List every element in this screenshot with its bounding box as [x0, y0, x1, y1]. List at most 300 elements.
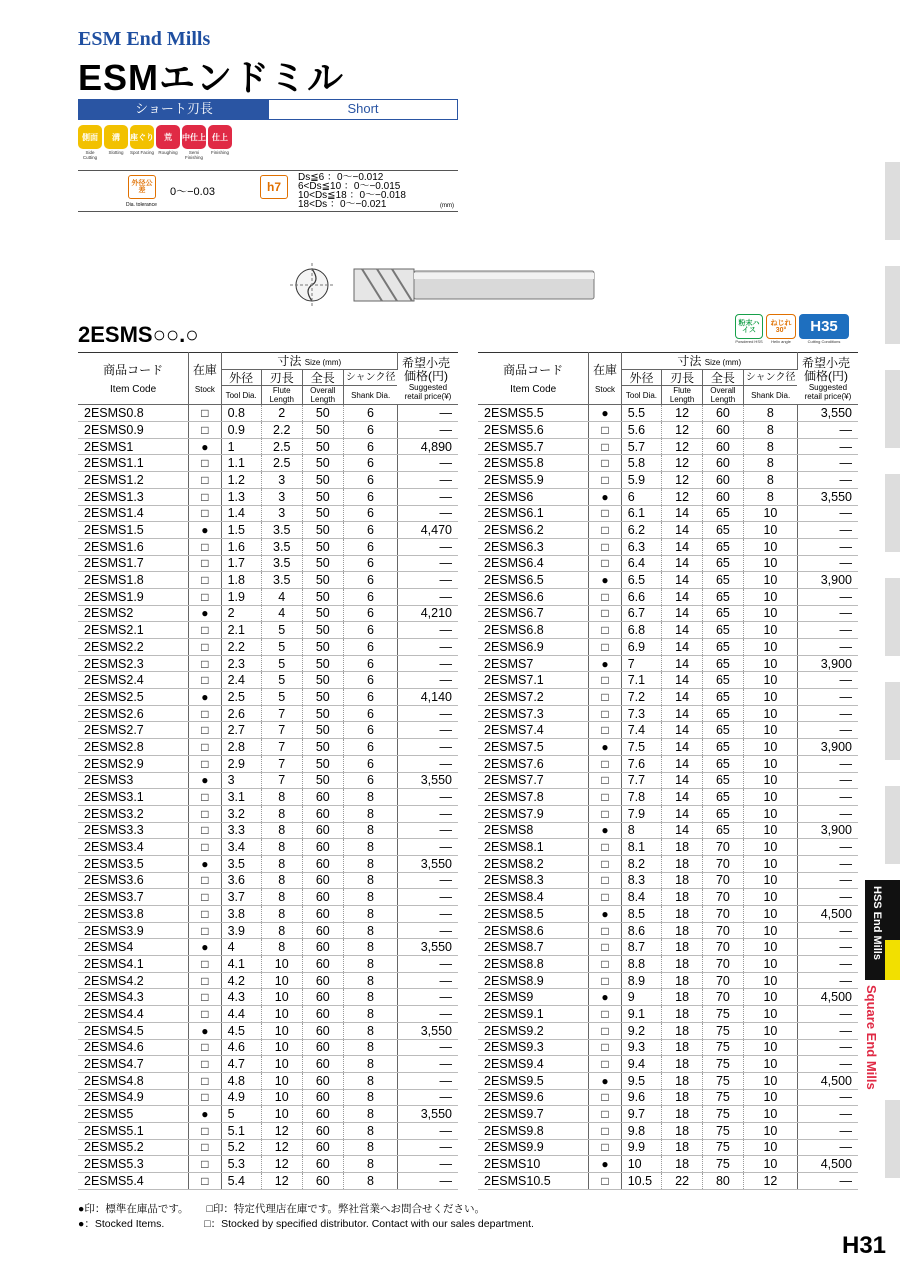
- overall-length: 50: [302, 639, 343, 656]
- tool-dia: 5.2: [221, 1139, 261, 1156]
- table-row: [78, 405, 458, 422]
- tool-dia: 4.7: [221, 1056, 261, 1073]
- tool-dia: 8.9: [621, 972, 662, 989]
- side-index-tab[interactable]: [885, 578, 900, 656]
- tool-dia: 10.5: [621, 1173, 662, 1190]
- item-code: 2ESMS2.2: [78, 639, 189, 656]
- cutting-conditions-icon[interactable]: H35: [799, 314, 849, 339]
- table-row: [78, 839, 458, 856]
- overall-length: 60: [702, 422, 743, 439]
- stock-mark: □: [189, 805, 221, 822]
- page-title-jp: ESMエンドミル: [78, 57, 345, 98]
- item-code: 2ESMS3.4: [78, 839, 189, 856]
- header-flute-length: 刃長: [261, 369, 302, 386]
- tool-dia: 6.5: [621, 572, 662, 589]
- flute-length: 10: [261, 972, 302, 989]
- tool-dia: 3.7: [221, 889, 261, 906]
- overall-length: 60: [302, 789, 343, 806]
- stock-mark: □: [589, 889, 621, 906]
- footnote-stocked-en: ●：Stocked Items.: [78, 1218, 165, 1230]
- table-row: [78, 1122, 458, 1139]
- overall-length: 60: [302, 839, 343, 856]
- shank-dia: 10: [743, 956, 797, 973]
- item-code: 2ESMS1: [78, 438, 189, 455]
- overall-length: 60: [302, 1006, 343, 1023]
- overall-length: 65: [702, 538, 743, 555]
- side-index-tab[interactable]: [885, 162, 900, 240]
- tool-dia: 5.7: [621, 438, 662, 455]
- shank-dia: 10: [743, 555, 797, 572]
- tool-dia: 0.9: [221, 422, 261, 439]
- tool-dia: 1.4: [221, 505, 261, 522]
- flute-length: 14: [662, 605, 703, 622]
- flute-length: 4: [261, 588, 302, 605]
- price: —: [797, 956, 858, 973]
- overall-length: 60: [302, 1122, 343, 1139]
- shank-dia: 10: [743, 722, 797, 739]
- overall-length: 65: [702, 772, 743, 789]
- stock-mark: ●: [589, 572, 621, 589]
- tool-dia: 4.1: [221, 956, 261, 973]
- overall-length: 65: [702, 639, 743, 656]
- item-code: 2ESMS7.7: [478, 772, 589, 789]
- item-code: 2ESMS9.6: [478, 1089, 589, 1106]
- shank-dia: 10: [743, 755, 797, 772]
- table-row: [478, 739, 858, 756]
- shank-dia: 6: [343, 722, 397, 739]
- tool-dia: 7: [621, 655, 662, 672]
- item-code: 2ESMS4.1: [78, 956, 189, 973]
- flute-length: 8: [261, 839, 302, 856]
- item-code: 2ESMS6.9: [478, 639, 589, 656]
- table-row: [478, 639, 858, 656]
- item-code: 2ESMS7.3: [478, 705, 589, 722]
- item-code: 2ESMS9.7: [478, 1106, 589, 1123]
- shank-dia: 8: [343, 855, 397, 872]
- overall-length: 65: [702, 588, 743, 605]
- stock-mark: □: [589, 972, 621, 989]
- tool-dia: 2.3: [221, 655, 261, 672]
- overall-length: 50: [302, 555, 343, 572]
- item-code: 2ESMS2.5: [78, 689, 189, 706]
- overall-length: 65: [702, 655, 743, 672]
- item-code: 2ESMS7.6: [478, 755, 589, 772]
- tool-dia: 5.9: [621, 472, 662, 489]
- overall-length: 65: [702, 522, 743, 539]
- shank-dia: 8: [343, 956, 397, 973]
- item-code: 2ESMS1.4: [78, 505, 189, 522]
- table-row: [478, 605, 858, 622]
- price: —: [397, 889, 458, 906]
- item-code: 2ESMS6.8: [478, 622, 589, 639]
- tool-dia: 2.4: [221, 672, 261, 689]
- header-stock: 在庫 Stock: [589, 353, 621, 405]
- shank-dia: 10: [743, 639, 797, 656]
- table-row: [78, 555, 458, 572]
- tool-dia: 0.8: [221, 405, 261, 422]
- price: —: [797, 972, 858, 989]
- flute-length: 4: [261, 605, 302, 622]
- shank-dia: 6: [343, 555, 397, 572]
- table-row: [78, 705, 458, 722]
- side-index-tab[interactable]: [885, 474, 900, 552]
- item-code: 2ESMS8.8: [478, 956, 589, 973]
- table-row: [78, 789, 458, 806]
- flute-length: 14: [662, 805, 703, 822]
- side-index-tab[interactable]: [885, 370, 900, 448]
- stock-mark: □: [589, 555, 621, 572]
- stock-mark: ●: [589, 1156, 621, 1173]
- overall-length: 50: [302, 722, 343, 739]
- flute-length: 2: [261, 405, 302, 422]
- dia-tolerance-label: Dia. tolerance: [126, 202, 157, 208]
- header-size: 寸法 Size (mm): [221, 353, 397, 370]
- shank-dia: 6: [343, 588, 397, 605]
- page-title-en: ESM End Mills: [78, 28, 211, 50]
- shank-dia: 10: [743, 839, 797, 856]
- flute-length: 14: [662, 555, 703, 572]
- price: —: [797, 622, 858, 639]
- price: —: [797, 922, 858, 939]
- stock-mark: □: [189, 789, 221, 806]
- flute-length: 14: [662, 505, 703, 522]
- shank-dia: 10: [743, 1039, 797, 1056]
- side-index-tab[interactable]: [885, 682, 900, 760]
- stock-mark: □: [589, 872, 621, 889]
- overall-length: 50: [302, 672, 343, 689]
- overall-length: 75: [702, 1106, 743, 1123]
- flute-length: 18: [662, 939, 703, 956]
- table-header: [478, 353, 858, 405]
- overall-length: 75: [702, 1122, 743, 1139]
- category-tab[interactable]: [865, 880, 900, 980]
- flute-length: 8: [261, 889, 302, 906]
- price: —: [397, 822, 458, 839]
- item-code: 2ESMS4.5: [78, 1022, 189, 1039]
- shank-dia: 6: [343, 739, 397, 756]
- table-row: [478, 722, 858, 739]
- end-view-icon: [290, 263, 334, 307]
- table-row: [78, 1006, 458, 1023]
- item-code: 2ESMS2.3: [78, 655, 189, 672]
- tool-dia: 8.4: [621, 889, 662, 906]
- price: 3,550: [797, 405, 858, 422]
- overall-length: 70: [702, 972, 743, 989]
- item-code: 2ESMS8: [478, 822, 589, 839]
- shank-dia: 8: [343, 906, 397, 923]
- item-code: 2ESMS2.1: [78, 622, 189, 639]
- stock-mark: □: [589, 639, 621, 656]
- flute-length: 5: [261, 622, 302, 639]
- shank-dia: 8: [343, 1106, 397, 1123]
- stock-mark: □: [589, 1089, 621, 1106]
- item-code: 2ESMS6.6: [478, 588, 589, 605]
- overall-length: 50: [302, 689, 343, 706]
- table-row: [78, 1106, 458, 1123]
- stock-mark: ●: [589, 655, 621, 672]
- shank-dia: 8: [343, 1089, 397, 1106]
- tool-dia: 6.3: [621, 538, 662, 555]
- flute-length: 18: [662, 1056, 703, 1073]
- flute-length: 14: [662, 522, 703, 539]
- flute-length: 2.5: [261, 455, 302, 472]
- shank-dia: 10: [743, 822, 797, 839]
- shank-dia: 10: [743, 572, 797, 589]
- price: —: [797, 1173, 858, 1190]
- overall-length: 70: [702, 872, 743, 889]
- item-code: 2ESMS2.8: [78, 739, 189, 756]
- header-shank-dia-en: Shank Dia.: [343, 386, 397, 405]
- overall-length: 65: [702, 689, 743, 706]
- price: 4,210: [397, 605, 458, 622]
- table-row: [478, 1056, 858, 1073]
- stock-mark: ●: [189, 605, 221, 622]
- price: —: [397, 405, 458, 422]
- item-code: 2ESMS3.3: [78, 822, 189, 839]
- flute-length: 8: [261, 822, 302, 839]
- overall-length: 50: [302, 472, 343, 489]
- helix-angle-badge: [766, 314, 796, 344]
- application-item: [156, 125, 180, 160]
- item-code: 2ESMS5.7: [478, 438, 589, 455]
- overall-length: 50: [302, 455, 343, 472]
- side-cutting-icon: 側面: [78, 125, 102, 149]
- overall-length: 50: [302, 438, 343, 455]
- shank-dia: 6: [343, 472, 397, 489]
- table-row: [78, 1173, 458, 1190]
- flute-length: 10: [261, 1056, 302, 1073]
- flute-length: 18: [662, 972, 703, 989]
- flute-length: 3.5: [261, 572, 302, 589]
- stock-mark: □: [189, 1006, 221, 1023]
- item-code: 2ESMS5.9: [478, 472, 589, 489]
- shank-dia: 10: [743, 789, 797, 806]
- item-code: 2ESMS4.9: [78, 1089, 189, 1106]
- price: —: [797, 555, 858, 572]
- shank-dia: 8: [343, 1056, 397, 1073]
- item-code: 2ESMS3.6: [78, 872, 189, 889]
- table-row: [478, 789, 858, 806]
- stock-mark: □: [589, 622, 621, 639]
- table-row: [478, 1173, 858, 1190]
- tool-dia: 7.7: [621, 772, 662, 789]
- overall-length: 75: [702, 1089, 743, 1106]
- table-row: [478, 1156, 858, 1173]
- stock-mark: □: [189, 655, 221, 672]
- item-code: 2ESMS4: [78, 939, 189, 956]
- price: —: [797, 689, 858, 706]
- side-view-icon: [354, 269, 594, 301]
- table-row: [478, 839, 858, 856]
- flute-length: 18: [662, 1006, 703, 1023]
- shank-dia: 10: [743, 689, 797, 706]
- price: —: [397, 1056, 458, 1073]
- shank-dia: 8: [343, 872, 397, 889]
- shank-tolerance-list: [298, 173, 406, 209]
- price: —: [797, 1089, 858, 1106]
- flute-length: 8: [261, 906, 302, 923]
- side-index-tab[interactable]: [885, 1100, 900, 1178]
- shank-dia: 10: [743, 1072, 797, 1089]
- price: —: [797, 889, 858, 906]
- tool-dia: 1: [221, 438, 261, 455]
- flute-length: 7: [261, 755, 302, 772]
- tool-dia: 5.3: [221, 1156, 261, 1173]
- overall-length: 60: [302, 1056, 343, 1073]
- shank-dia: 8: [343, 1173, 397, 1190]
- flute-length: 5: [261, 639, 302, 656]
- item-code: 2ESMS4.7: [78, 1056, 189, 1073]
- table-row: [78, 505, 458, 522]
- overall-length: 70: [702, 839, 743, 856]
- flute-length: 14: [662, 689, 703, 706]
- overall-length: 65: [702, 755, 743, 772]
- stock-mark: □: [189, 839, 221, 856]
- shank-dia: 10: [743, 922, 797, 939]
- flute-length: 14: [662, 672, 703, 689]
- overall-length: 50: [302, 705, 343, 722]
- flute-length: 2.2: [261, 422, 302, 439]
- table-row: [78, 772, 458, 789]
- price: —: [797, 455, 858, 472]
- flute-length: 18: [662, 1022, 703, 1039]
- stock-mark: □: [589, 939, 621, 956]
- item-code: 2ESMS6.2: [478, 522, 589, 539]
- tool-dia: 7.8: [621, 789, 662, 806]
- table-row: [478, 772, 858, 789]
- item-code: 2ESMS1.9: [78, 588, 189, 605]
- price: —: [797, 1122, 858, 1139]
- shank-dia: 10: [743, 805, 797, 822]
- shank-dia: 6: [343, 488, 397, 505]
- stock-mark: □: [189, 922, 221, 939]
- shank-dia: 10: [743, 605, 797, 622]
- shank-dia: 10: [743, 855, 797, 872]
- price: —: [397, 655, 458, 672]
- flute-length: 22: [662, 1173, 703, 1190]
- item-code: 2ESMS9.3: [478, 1039, 589, 1056]
- flute-length: 18: [662, 1122, 703, 1139]
- overall-length: 60: [302, 822, 343, 839]
- length-type-en: Short: [347, 101, 379, 116]
- flute-length: 8: [261, 939, 302, 956]
- flute-length: 14: [662, 722, 703, 739]
- price: 3,550: [397, 1022, 458, 1039]
- slotting-icon: 溝: [104, 125, 128, 149]
- flute-length: 14: [662, 822, 703, 839]
- overall-length: 60: [302, 972, 343, 989]
- stock-mark: □: [589, 1039, 621, 1056]
- item-code: 2ESMS2.4: [78, 672, 189, 689]
- stock-mark: ●: [189, 1106, 221, 1123]
- side-index-tab[interactable]: [885, 786, 900, 864]
- table-row: [78, 572, 458, 589]
- table-row: [78, 922, 458, 939]
- table-row: [478, 538, 858, 555]
- overall-length: 50: [302, 588, 343, 605]
- length-type-jp: ショート刃長: [79, 100, 269, 119]
- shank-dia: 6: [343, 689, 397, 706]
- tool-dia: 5.8: [621, 455, 662, 472]
- tool-dia: 10: [621, 1156, 662, 1173]
- table-row: [478, 956, 858, 973]
- shank-dia: 10: [743, 989, 797, 1006]
- table-row: [478, 1139, 858, 1156]
- item-code: 2ESMS9.2: [478, 1022, 589, 1039]
- table-row: [78, 655, 458, 672]
- tool-dia: 8.3: [621, 872, 662, 889]
- flute-length: 5: [261, 672, 302, 689]
- overall-length: 60: [302, 906, 343, 923]
- overall-length: 75: [702, 1006, 743, 1023]
- flute-length: 14: [662, 639, 703, 656]
- side-index-tab[interactable]: [885, 266, 900, 344]
- tool-dia: 6.7: [621, 605, 662, 622]
- price: —: [397, 472, 458, 489]
- stock-mark: □: [589, 855, 621, 872]
- table-row: [478, 1089, 858, 1106]
- overall-length: 60: [302, 1173, 343, 1190]
- overall-length: 60: [302, 889, 343, 906]
- table-row: [478, 472, 858, 489]
- price: —: [397, 672, 458, 689]
- item-code: 2ESMS8.6: [478, 922, 589, 939]
- shank-dia: 8: [343, 1072, 397, 1089]
- flute-length: 3.5: [261, 522, 302, 539]
- shank-dia: 8: [743, 422, 797, 439]
- item-code: 2ESMS7.9: [478, 805, 589, 822]
- tool-dia: 7.5: [621, 739, 662, 756]
- item-code: 2ESMS8.1: [478, 839, 589, 856]
- stock-mark: □: [189, 555, 221, 572]
- overall-length: 75: [702, 1039, 743, 1056]
- tool-dia: 9.1: [621, 1006, 662, 1023]
- flute-length: 8: [261, 805, 302, 822]
- flute-length: 10: [261, 1072, 302, 1089]
- table-row: [478, 572, 858, 589]
- table-row: [78, 588, 458, 605]
- powdered-hss-icon: 粉末ハイス: [735, 314, 763, 339]
- table-row: [478, 622, 858, 639]
- price: —: [797, 755, 858, 772]
- tool-dia: 6: [621, 488, 662, 505]
- price: —: [397, 722, 458, 739]
- table-row: [78, 605, 458, 622]
- overall-length: 60: [702, 455, 743, 472]
- header-tool-dia-en: Tool Dia.: [621, 386, 662, 405]
- tool-dia: 2: [221, 605, 261, 622]
- flute-length: 12: [261, 1173, 302, 1190]
- stock-mark: ●: [189, 522, 221, 539]
- tool-dia: 9.6: [621, 1089, 662, 1106]
- shank-dia: 8: [343, 1156, 397, 1173]
- flute-length: 18: [662, 1089, 703, 1106]
- shank-dia: 8: [343, 1139, 397, 1156]
- item-code: 2ESMS9.1: [478, 1006, 589, 1023]
- cutting-conditions-badge[interactable]: [799, 314, 849, 344]
- price: —: [397, 488, 458, 505]
- flute-length: 14: [662, 772, 703, 789]
- header-shank-dia: シャンク径: [743, 369, 797, 386]
- table-row: [478, 689, 858, 706]
- item-code: 2ESMS1.7: [78, 555, 189, 572]
- shank-dia: 6: [343, 505, 397, 522]
- shank-dia: 8: [743, 405, 797, 422]
- stock-mark: □: [589, 755, 621, 772]
- shank-dia: 10: [743, 655, 797, 672]
- flute-length: 12: [662, 422, 703, 439]
- stock-mark: □: [589, 605, 621, 622]
